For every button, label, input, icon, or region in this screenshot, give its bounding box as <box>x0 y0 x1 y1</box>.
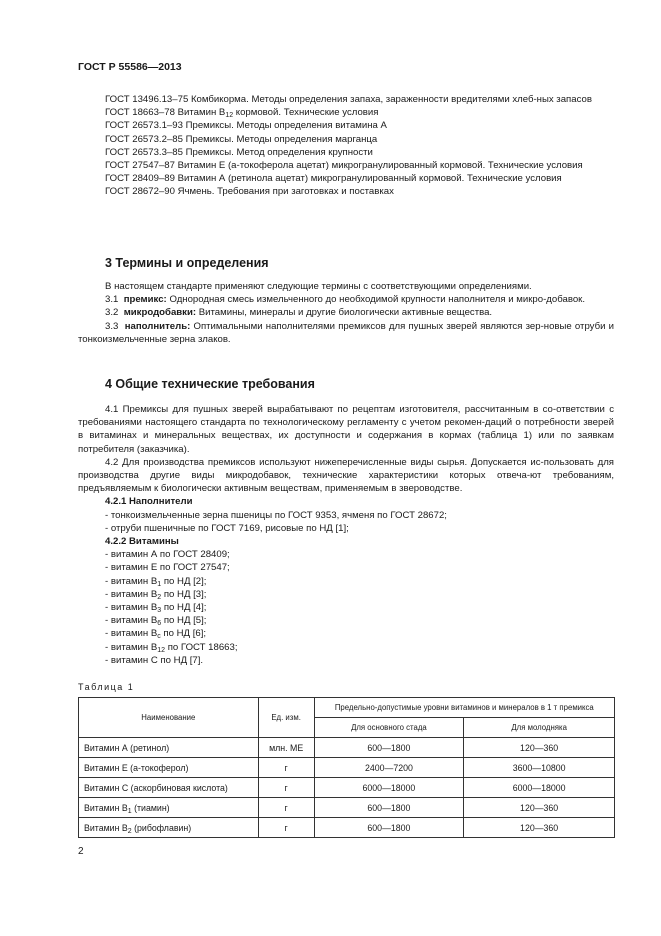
table-header-row <box>79 698 615 718</box>
cell-unit: г <box>258 818 314 838</box>
cell-main: 600—1800 <box>314 798 464 818</box>
section-3-title: 3 Термины и определения <box>105 256 269 270</box>
cell-unit: г <box>258 778 314 798</box>
cell-main: 2400—7200 <box>314 758 464 778</box>
cell-young: 120—360 <box>464 798 615 818</box>
vitamin-item: - витамин С по НД [7]. <box>105 654 204 666</box>
header-group: Предельно-допустимые уровни витаминов и минералов в 1 т премикса <box>314 698 614 718</box>
vitamin-item: - витамин $B_3$ по НД [4]; <box>105 602 207 615</box>
reference-item: ГОСТ 28672–90 Ячмень. Требования при заготовках и поставках <box>105 186 394 198</box>
vitamin-item: - витамин $B_{12}$ по ГОСТ 18663; <box>105 641 238 654</box>
section-4-body <box>78 403 614 667</box>
cell-young: 6000—18000 <box>464 778 615 798</box>
cell-young: 3600—10800 <box>464 758 615 778</box>
header-main-herd: Для основного стада <box>314 718 464 738</box>
cell-main: 6000—18000 <box>314 778 464 798</box>
cell-name: Витамин С (аскорбиновая кислота) <box>79 778 259 798</box>
page-number: 2 <box>78 846 84 857</box>
section-3-body <box>78 280 614 346</box>
vitamin-item: - витамин А по ГОСТ 28409; <box>105 549 230 561</box>
reference-item: ГОСТ 26573.3–85 Премиксы. Метод определения крупности <box>105 146 373 158</box>
cell-unit: г <box>258 798 314 818</box>
vitamin-limits-table <box>78 697 615 838</box>
cell-young: 120—360 <box>464 818 615 838</box>
cell-name: Витамин А (ретинол) <box>79 738 259 758</box>
vitamin-item: - витамин $B_c$ по НД [6]; <box>105 628 207 641</box>
reference-item: ГОСТ 27547–87 Витамин Е (а-токоферола ацетат) микрогранулированный кормовой. Технические условия <box>105 160 583 172</box>
subsection-4-2-2-title: 4.2.2 Витамины <box>105 536 179 548</box>
cell-unit: млн. МЕ <box>258 738 314 758</box>
reference-item: ГОСТ 28409–89 Витамин А (ретинола ацетат) микрогранулированный кормовой. Технические условия <box>105 173 562 185</box>
term-definition: 3.2 микродобавки: Витамины, минералы и другие биологически активные вещества. <box>105 307 493 319</box>
cell-young: 120—360 <box>464 738 615 758</box>
cell-main: 600—1800 <box>314 738 464 758</box>
vitamin-item: - витамин $B_2$ по НД [3]; <box>105 588 207 601</box>
cell-name: Витамин Е (а-токоферол) <box>79 758 259 778</box>
cell-name: Витамин $B_1$ (тиамин) <box>79 798 259 818</box>
table-row <box>79 738 615 758</box>
subsection-4-2-1-title: 4.2.1 Наполнители <box>105 496 193 508</box>
cell-unit: г <box>258 758 314 778</box>
reference-item: ГОСТ 18663–78 Витамин $B_{12}$ кормовой. Технические условия <box>105 107 379 120</box>
term-definition: 3.3 наполнитель: Оптимальными наполнителями премиксов для пушных зверей являются зер-новые отруби и тонкоизмельченные зерна злаков. <box>78 320 614 345</box>
reference-item: ГОСТ 26573.1–93 Премиксы. Методы определения витамина А <box>105 120 387 132</box>
header-name: Наименование <box>79 698 259 738</box>
paragraph-4-1: 4.1 Премиксы для пушных зверей вырабатывают по рецептам изготовителя, рассчитанным в со-ответствии с требованиями настоящего стандарта по технологическому регламенту с учетом рекомен-даций о потребности зверей в витаминах и минеральных веществах, их доступности и содержания в кормах (таблица 1) или по заявкам потребителя (заказчика). <box>78 404 614 455</box>
paragraph-4-2: 4.2 Для производства премиксов используют нижеперечисленные виды сырья. Допускается ис-пользовать для производства другие виды микродобавок, технические характеристики которых отвеча-ют требованиям, предъявляемым к биологически активным веществам, применяемым в звероводстве. <box>78 456 614 495</box>
filler-item: - отруби пшеничные по ГОСТ 7169, рисовые по НД [1]; <box>105 522 349 534</box>
table-caption: Таблица 1 <box>78 682 135 692</box>
reference-item: ГОСТ 13496.13–75 Комбикорма. Методы определения запаха, зараженности вредителями хлеб-ных запасов <box>105 94 592 105</box>
references-list <box>78 93 614 199</box>
section-3-intro: В настоящем стандарте применяют следующие термины с соответствующими определениями. <box>105 281 532 292</box>
document-header: ГОСТ Р 55586—2013 <box>78 61 182 73</box>
cell-name: Витамин $B_2$ (рибофлавин) <box>79 818 259 838</box>
header-unit: Ед. изм. <box>258 698 314 738</box>
vitamin-item: - витамин Е по ГОСТ 27547; <box>105 562 230 574</box>
vitamin-item: - витамин $B_6$ по НД [5]; <box>105 615 207 628</box>
reference-item: ГОСТ 26573.2–85 Премиксы. Методы определения марганца <box>105 133 378 145</box>
table-row <box>79 818 615 838</box>
header-young: Для молодняка <box>464 718 615 738</box>
cell-main: 600—1800 <box>314 818 464 838</box>
table-row <box>79 798 615 818</box>
section-4-title: 4 Общие технические требования <box>105 377 315 391</box>
term-definition: 3.1 премикс: Однородная смесь измельченного до необходимой крупности наполнителя и микро-добавок. <box>105 294 586 306</box>
table-row <box>79 778 615 798</box>
filler-item: - тонкоизмельченные зерна пшеницы по ГОСТ 9353, ячменя по ГОСТ 28672; <box>105 509 447 521</box>
table-row <box>79 758 615 778</box>
vitamin-item: - витамин $B_1$ по НД [2]; <box>105 575 207 588</box>
